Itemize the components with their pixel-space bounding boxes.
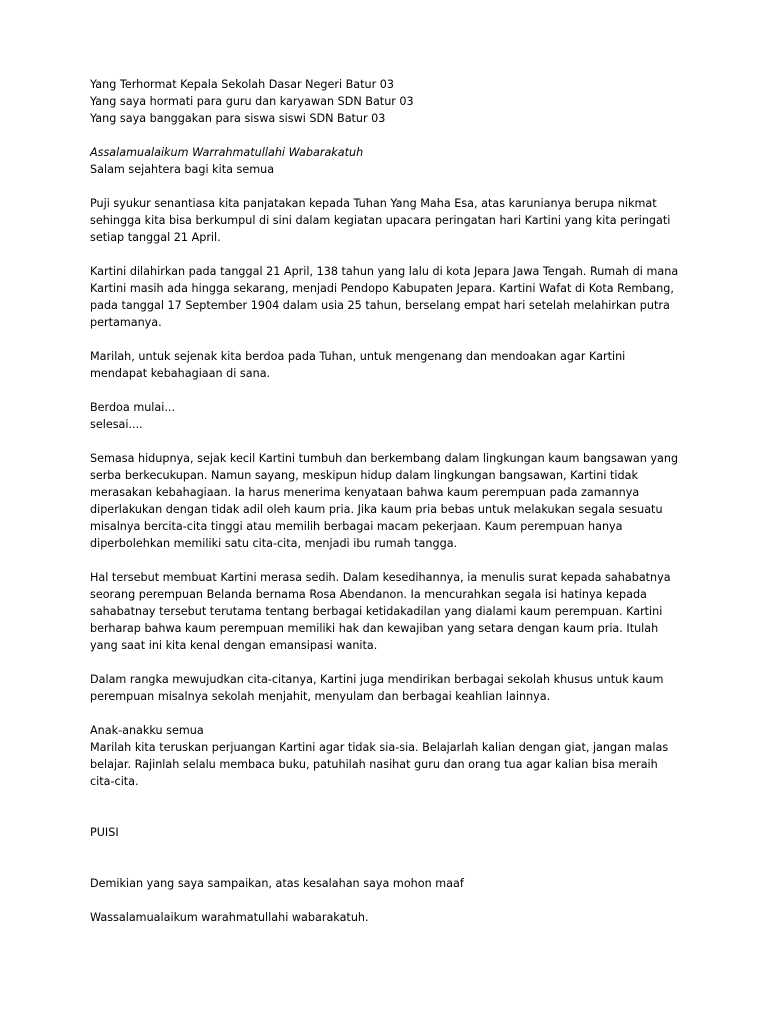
paragraph-line: diperlakukan dengan tidak adil oleh kaum pria. Jika kaum pria bebas untuk melakukan segala sesuatu (90, 503, 663, 516)
greeting-line: Yang Terhormat Kepala Sekolah Dasar Negeri Batur 03 (90, 78, 395, 91)
paragraph-line: pertamanya. (90, 316, 162, 329)
paragraph-line: misalnya bercita-cita tinggi atau memilih berbagai macam pekerjaan. Kaum perempuan hanya (90, 520, 623, 533)
paragraph-line: perempuan misalnya sekolah menjahit, menyulam dan berbagai keahlian lainnya. (90, 690, 551, 703)
paragraph-line: Kartini masih ada hingga sekarang, menjadi Pendopo Kabupaten Jepara. Kartini Wafat di Kota Rembang, (90, 282, 674, 295)
paragraph-line: Semasa hidupnya, sejak kecil Kartini tumbuh dan berkembang dalam lingkungan kaum bangsawan yang (90, 452, 679, 465)
paragraph-berdoa (90, 399, 690, 433)
paragraph-line: diperbolehkan memiliki satu cita-cita, menjadi ibu rumah tangga. (90, 537, 458, 550)
paragraph-surat-kartini (90, 569, 690, 654)
paragraph-line: Hal tersebut membuat Kartini merasa sedih. Dalam kesedihannya, ia menulis surat kepada sahabatnya (90, 571, 671, 584)
paragraph-puji-syukur (90, 195, 690, 246)
salam-indonesian: Salam sejahtera bagi kita semua (90, 163, 275, 176)
paragraph-line: seorang perempuan Belanda bernama Rosa Abendanon. Ia mencurahkan segala isi hatinya kepada (90, 588, 647, 601)
paragraph-line: Berdoa mulai... (90, 401, 176, 414)
paragraph-line: merasakan kebahagiaan. Ia harus menerima kenyataan bahwa kaum perempuan pada zamannya (90, 486, 640, 499)
paragraph-line: serba berkecukupan. Namun sayang, meskipun hidup dalam lingkungan bangsawan, Kartini tidak (90, 469, 638, 482)
paragraph-line: cita-cita. (90, 775, 139, 788)
paragraph-line: Marilah, untuk sejenak kita berdoa pada Tuhan, untuk mengenang dan mendoakan agar Kartini (90, 350, 626, 363)
speech-document (90, 76, 690, 926)
paragraph-line: Marilah kita teruskan perjuangan Kartini agar tidak sia-sia. Belajarlah kalian dengan giat, jangan malas (90, 741, 669, 754)
paragraph-berdoa-invitation (90, 348, 690, 382)
closing-farewell: Wassalamualaikum warahmatullahi wabarakatuh. (90, 911, 369, 924)
paragraph-line: pada tanggal 17 September 1904 dalam usia 25 tahun, berselang empat hari setelah melahirkan putra (90, 299, 670, 312)
paragraph-line: berharap bahwa kaum perempuan memiliki hak dan kewajiban yang setara dengan kaum pria. Itulah (90, 622, 659, 635)
paragraph-line: selesai.... (90, 418, 143, 431)
paragraph-kartini-biography (90, 263, 690, 331)
greetings-block (90, 76, 690, 127)
paragraph-line: yang saat ini kita kenal dengan emansipasi wanita. (90, 639, 378, 652)
paragraph-semasa-hidupnya (90, 450, 690, 552)
paragraph-line: Anak-anakku semua (90, 724, 204, 737)
paragraph-line: sahabatnay tersebut terutama tentang berbagai ketidakadilan yang dialami kaum perempuan. Kartini (90, 605, 663, 618)
paragraph-line: Dalam rangka mewujudkan cita-citanya, Kartini juga mendirikan berbagai sekolah khusus untuk kaum (90, 673, 664, 686)
paragraph-line: sehingga kita bisa berkumpul di sini dalam kegiatan upacara peringatan hari Kartini yang kita peringati (90, 214, 671, 227)
salam-arabic: Assalamualaikum Warrahmatullahi Wabarakatuh (90, 146, 364, 159)
closing-apology: Demikian yang saya sampaikan, atas kesalahan saya mohon maaf (90, 877, 464, 890)
paragraph-line: setiap tanggal 21 April. (90, 231, 221, 244)
paragraph-line: Puji syukur senantiasa kita panjatakan kepada Tuhan Yang Maha Esa, atas karunianya berupa nikmat (90, 197, 657, 210)
puisi-heading: PUISI (90, 826, 119, 839)
paragraph-line: belajar. Rajinlah selalu membaca buku, patuhilah nasihat guru dan orang tua agar kalian bisa meraih (90, 758, 658, 771)
salam-block (90, 144, 690, 178)
greeting-line: Yang saya banggakan para siswa siswi SDN Batur 03 (90, 112, 386, 125)
greeting-line: Yang saya hormati para guru dan karyawan SDN Batur 03 (90, 95, 414, 108)
paragraph-sekolah-kartini (90, 671, 690, 705)
paragraph-line: Kartini dilahirkan pada tanggal 21 April, 138 tahun yang lalu di kota Jepara Jawa Tengah. Rumah di mana (90, 265, 679, 278)
paragraph-anak-anakku (90, 722, 690, 790)
paragraph-line: mendapat kebahagiaan di sana. (90, 367, 271, 380)
